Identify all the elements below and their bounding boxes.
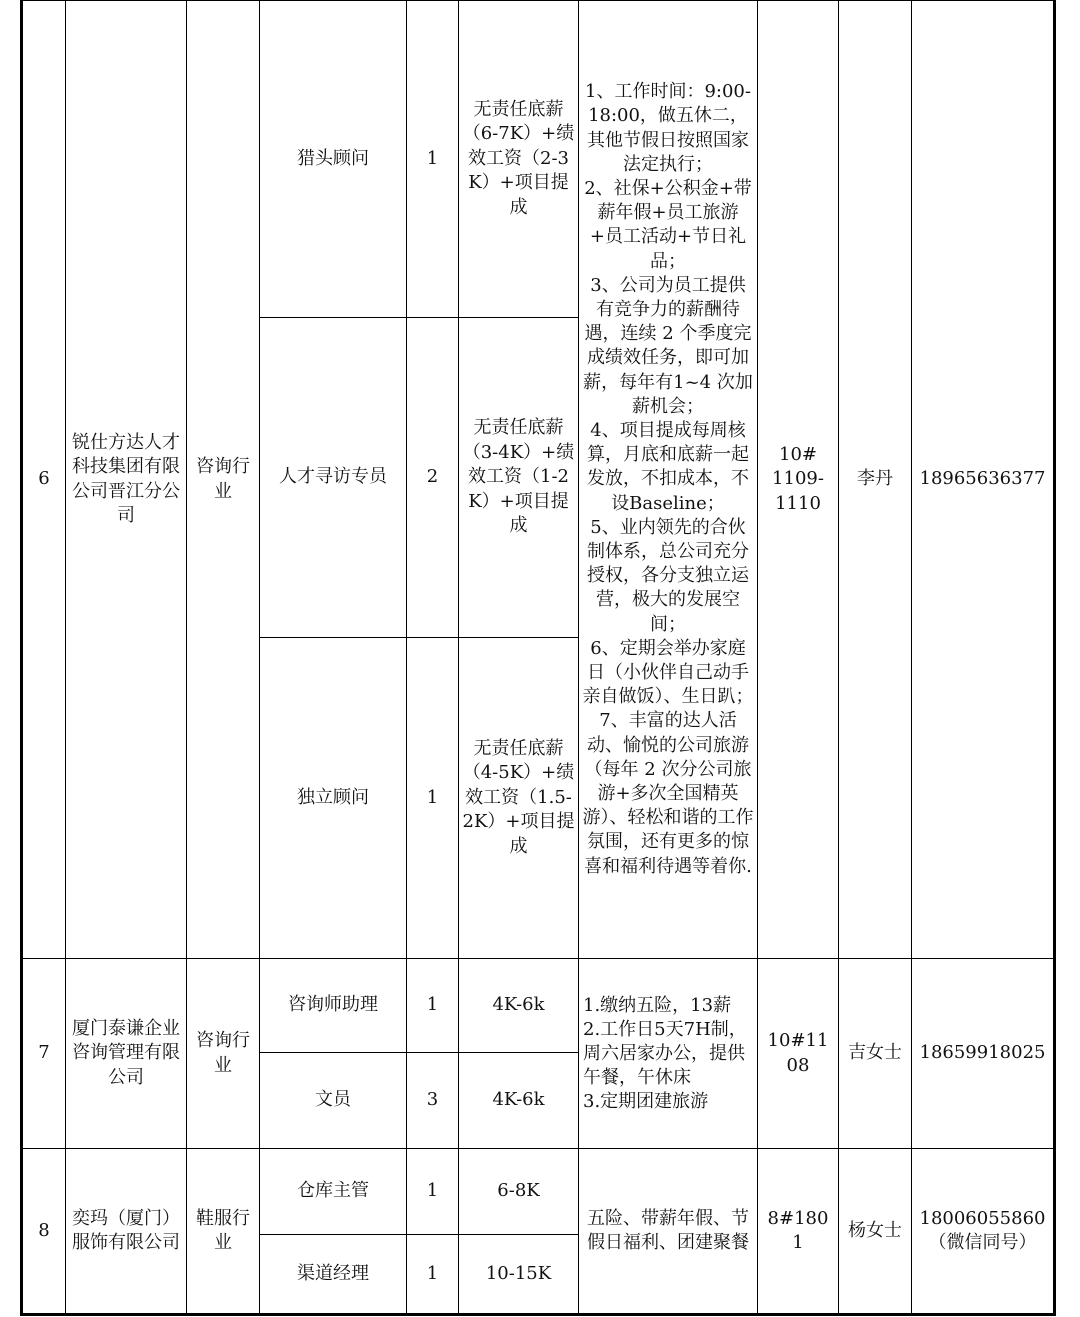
- position-title: 文员: [260, 1053, 407, 1149]
- headcount: 1: [407, 638, 459, 959]
- booth-number: 8#1801: [758, 1149, 839, 1315]
- company-name: 奕玛（厦门）服饰有限公司: [66, 1149, 187, 1315]
- phone-number: 18659918025: [912, 959, 1055, 1149]
- benefits: 五险、带薪年假、节假日福利、团建聚餐: [579, 1149, 758, 1315]
- position-title: 人才寻访专员: [260, 318, 407, 638]
- row-number: 6: [22, 1, 66, 959]
- contact-person: 杨女士: [839, 1149, 912, 1315]
- position-title: 独立顾问: [260, 638, 407, 959]
- headcount: 2: [407, 318, 459, 638]
- salary: 无责任底薪（3-4K）+绩效工资（1-2K）+项目提成: [459, 318, 579, 638]
- benefits: 1、工作时间：9:00-18:00，做五休二，其他节假日按照国家法定执行； 2、社保+公积金+带薪年假+员工旅游+员工活动+节日礼品； 3、公司为员工提供有竞争力的薪酬待遇，连续 2 个季度完成绩效任务，即可加薪，每年有1~4 次加薪机会； 4、项目提成每周核算，月底和底薪一起发放，不扣成本，不设Baseline； 5、业内领先的合伙制体系，总公司充分授权，各分支独立运营，极大的发展空间； 6、定期会举办家庭日（小伙伴自己动手亲自做饭）、生日趴； 7、丰富的达人活动、愉悦的公司旅游（每年 2 次分公司旅游+多次全国精英游）、轻松和谐的工作氛围，还有更多的惊喜和福利待遇等着你.: [579, 1, 758, 959]
- phone-number: 18965636377: [912, 1, 1055, 959]
- booth-number: 10#1108: [758, 959, 839, 1149]
- table-row: [22, 1149, 1055, 1235]
- industry: 咨询行业: [187, 959, 260, 1149]
- phone-number: 18006055860 （微信同号）: [912, 1149, 1055, 1315]
- position-title: 渠道经理: [260, 1235, 407, 1315]
- headcount: 1: [407, 959, 459, 1053]
- row-number: 7: [22, 959, 66, 1149]
- salary: 10-15K: [459, 1235, 579, 1315]
- position-title: 猎头顾问: [260, 1, 407, 318]
- salary: 无责任底薪（6-7K）+绩效工资（2-3K）+项目提成: [459, 1, 579, 318]
- headcount: 1: [407, 1235, 459, 1315]
- position-title: 仓库主管: [260, 1149, 407, 1235]
- contact-person: 李丹: [839, 1, 912, 959]
- position-title: 咨询师助理: [260, 959, 407, 1053]
- headcount: 1: [407, 1149, 459, 1235]
- company-name: 厦门泰谦企业咨询管理有限公司: [66, 959, 187, 1149]
- benefits: 1.缴纳五险，13薪 2.工作日5天7H制，周六居家办公，提供午餐，午休床 3.定期团建旅游: [579, 959, 758, 1149]
- table-row: [22, 959, 1055, 1053]
- salary: 无责任底薪（4-5K）+绩效工资（1.5-2K）+项目提成: [459, 638, 579, 959]
- company-name: 锐仕方达人才科技集团有限公司晋江分公司: [66, 1, 187, 959]
- headcount: 1: [407, 1, 459, 318]
- row-number: 8: [22, 1149, 66, 1315]
- recruitment-table: [20, 0, 1056, 1316]
- salary: 4K-6k: [459, 959, 579, 1053]
- table-row: [22, 1, 1055, 318]
- industry: 鞋服行业: [187, 1149, 260, 1315]
- booth-number: 10# 1109- 1110: [758, 1, 839, 959]
- industry: 咨询行业: [187, 1, 260, 959]
- salary: 6-8K: [459, 1149, 579, 1235]
- contact-person: 吉女士: [839, 959, 912, 1149]
- headcount: 3: [407, 1053, 459, 1149]
- salary: 4K-6k: [459, 1053, 579, 1149]
